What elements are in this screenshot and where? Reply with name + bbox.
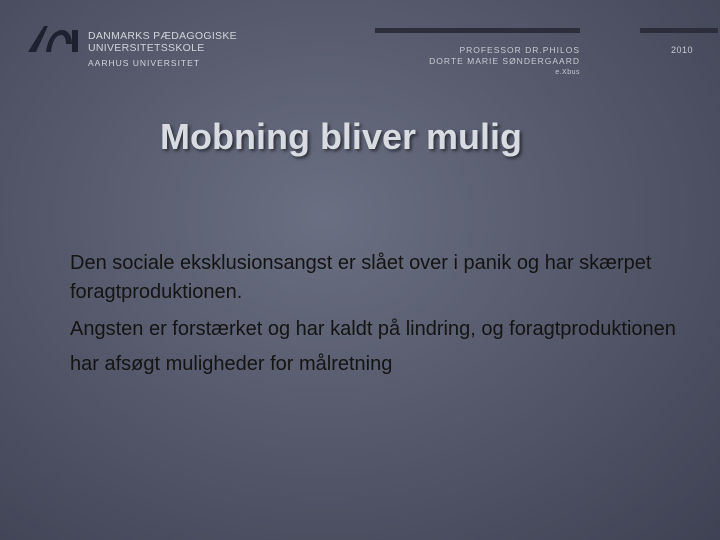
aarhus-university-logo [26, 22, 78, 56]
institution-name-line1: DANMARKS PÆDAGOGISKE [88, 30, 237, 42]
slide-body [70, 249, 700, 382]
institution-block [88, 30, 237, 69]
author-name: DORTE MARIE SØNDERGAARD [429, 56, 580, 66]
institution-university: AARHUS UNIVERSITET [88, 58, 200, 68]
header-divider-bar-right [640, 28, 718, 33]
institution-name-line2: UNIVERSITETSSKOLE [88, 42, 205, 54]
author-title: PROFESSOR DR.PHILOS [459, 45, 580, 55]
author-block [429, 45, 580, 78]
slide-title: Mobning bliver mulig [160, 116, 522, 157]
slide-year: 2010 [671, 45, 694, 55]
header-divider-bar [375, 28, 580, 33]
body-paragraph-2: Angsten er forstærket og har kaldt på lindring, og foragtproduktionen har afsøgt muligheder for målretning [70, 318, 676, 375]
body-paragraph-1: Den sociale eksklusionsangst er slået over i panik og har skærpet foragtproduktionen. [70, 252, 652, 303]
author-note: e.Xbus [555, 69, 580, 76]
